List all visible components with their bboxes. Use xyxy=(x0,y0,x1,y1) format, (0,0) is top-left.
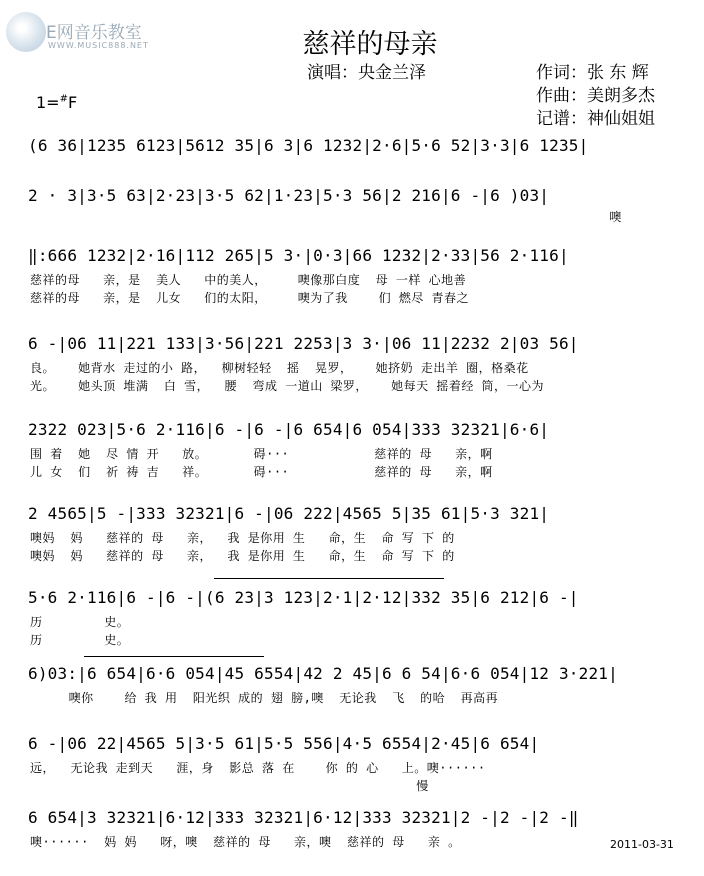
lyric-line: 围 着 她 尽 情 开 放。 碍··· 慈祥的 母 亲，啊 xyxy=(30,447,493,461)
notation-line: 2 · 3|3·5 63|2·23|3·5 62|1·23|5·3 56|2 216|6 -|6 )03| xyxy=(28,186,550,205)
key-signature xyxy=(36,93,77,112)
lyric-line: 噢 xyxy=(30,210,622,224)
lyric-line: 慈祥的母 亲，是 美人 中的美人， 噢像那白度 母 一样 心地善 xyxy=(30,273,467,287)
song-title: 慈祥的母亲 xyxy=(302,29,438,60)
notation-line: ‖:666 1232|2·16|112 265|5 3·|0·3|66 1232|2·33|56 2·116| xyxy=(28,246,569,265)
transcription-date: 2011-03-31 xyxy=(610,838,674,851)
notation-line: 6 -|06 22|4565 5|3·5 61|5·5 556|4·5 6554|2·45|6 654| xyxy=(28,734,540,753)
volta-bracket-line-2 xyxy=(84,656,264,657)
lyric-line: 远， 无论我 走到天 涯，身 影总 落 在 你 的 心 上。噢······ xyxy=(30,761,486,775)
notation-line: 6 654|3 32321|6·12|333 32321|6·12|333 32321|2 -|2 -|2 -‖ xyxy=(28,808,579,827)
lyricist-credit: 作词：张 东 辉 xyxy=(536,63,649,83)
logo-disc-icon xyxy=(6,12,46,52)
lyric-line: 慢 xyxy=(30,779,429,793)
lyric-line: 噢······ 妈 妈 呀，噢 慈祥的 母 亲，噢 慈祥的 母 亲 。 xyxy=(30,835,461,849)
notation-line: 2 4565|5 -|333 32321|6 -|06 222|4565 5|35 61|5·3 321| xyxy=(28,504,550,523)
singer-credit: 演唱：央金兰泽 xyxy=(307,63,426,83)
lyric-line: 历 史。 xyxy=(30,615,130,629)
notation-line: (6 36|1235 6123|5612 35|6 3|6 1232|2·6|5·6 52|3·3|6 1235| xyxy=(28,136,589,155)
lyric-line: 光。 她头顶 堆满 白 雪， 腰 弯成 一道山 梁罗， 她每天 摇着经 筒，一心为 xyxy=(30,379,545,393)
logo-name: E网音乐教室 xyxy=(46,23,142,43)
key-prefix: 1= xyxy=(36,93,60,112)
logo-url: WWW.MUSIC888.NET xyxy=(48,41,149,50)
volta-bracket-line xyxy=(214,578,444,579)
notation-line: 6)03:|6 654|6·6 054|45 6554|42 2 45|6 6 54|6·6 054|12 3·221| xyxy=(28,664,618,683)
lyric-line: 历 史。 xyxy=(30,633,130,647)
key-sharp: # xyxy=(59,93,68,105)
site-logo xyxy=(6,8,166,58)
composer-credit: 作曲：美朗多杰 xyxy=(536,86,655,106)
notation-line: 2322 023|5·6 2·116|6 -|6 -|6 654|6 054|333 32321|6·6| xyxy=(28,420,550,439)
key-note: F xyxy=(67,93,78,112)
transcriber-credit: 记谱：神仙姐姐 xyxy=(536,109,655,129)
lyric-line: 儿 女 们 祈 祷 吉 祥。 碍··· 慈祥的 母 亲，啊 xyxy=(30,465,493,479)
lyric-line: 慈祥的母 亲，是 儿女 们的太阳， 噢为了我 们 燃尽 青春之 xyxy=(30,291,470,305)
lyric-line: 噢妈 妈 慈祥的 母 亲， 我 是你用 生 命，生 命 写 下 的 xyxy=(30,531,455,545)
lyric-line: 噢你 给 我 用 阳光织 成的 翅 膀,噢 无论我 飞 的哈 再高再 xyxy=(30,691,499,705)
lyric-line: 良。 她背水 走过的小 路， 柳树轻轻 摇 晃罗， 她挤奶 走出羊 圈，格桑花 xyxy=(30,361,529,375)
lyric-line: 噢妈 妈 慈祥的 母 亲， 我 是你用 生 命，生 命 写 下 的 xyxy=(30,549,455,563)
notation-line: 5·6 2·116|6 -|6 -|(6 23|3 123|2·1|2·12|332 35|6 212|6 -| xyxy=(28,588,579,607)
notation-line: 6 -|06 11|221 133|3·56|221 2253|3 3·|06 11|2232 2|03 56| xyxy=(28,334,579,353)
